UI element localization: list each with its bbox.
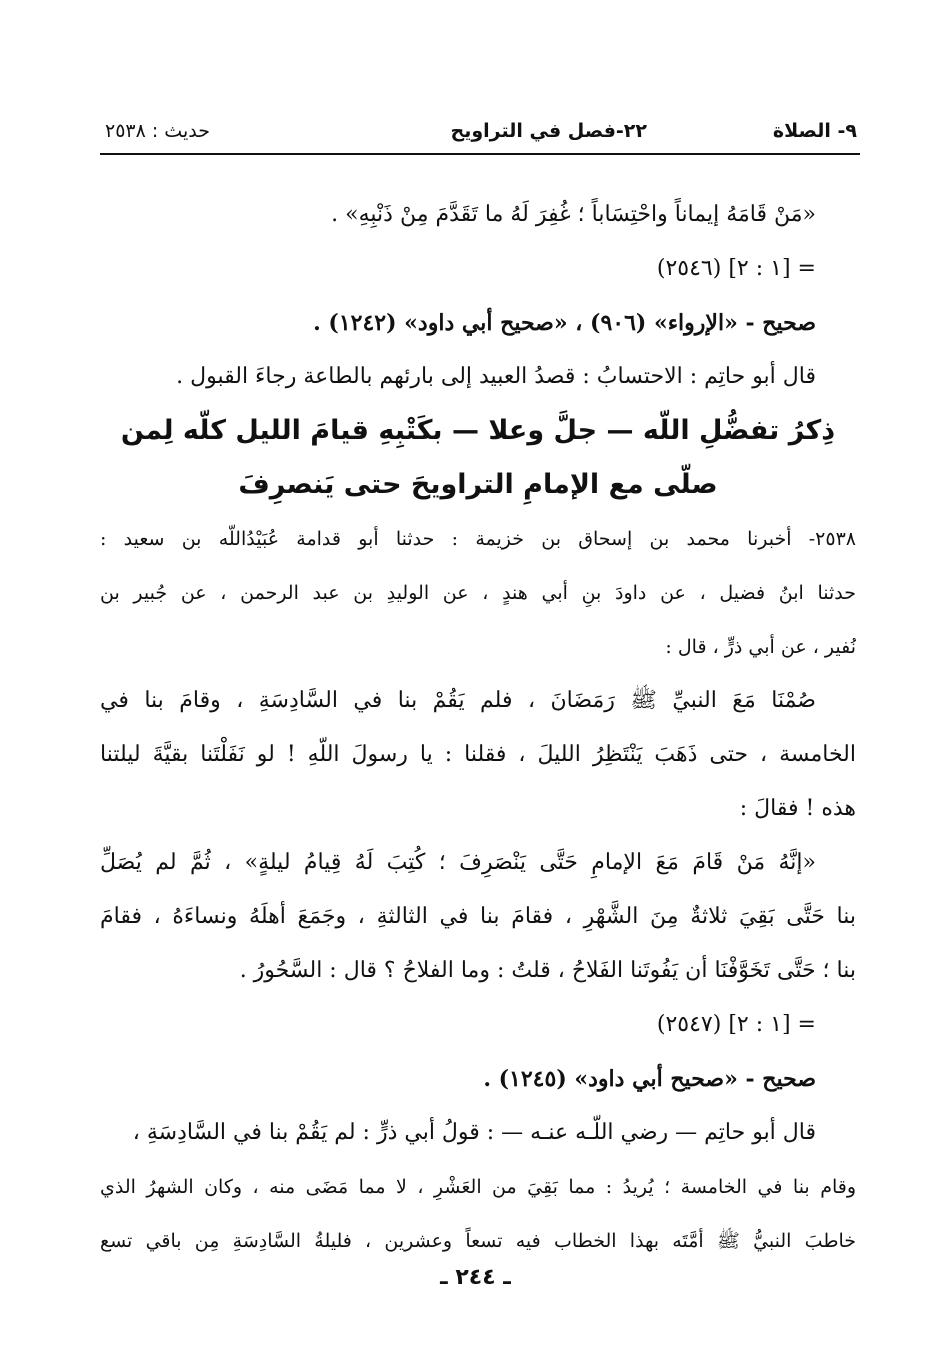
text-line: = [١ : ٢] (٢٥٤٦) <box>656 256 816 281</box>
header-divider <box>100 153 860 155</box>
text-line: حدثنا ابنُ فضيل ، عن داودَ بنِ أبي هندٍ ، عن الوليدِ بن عبد الرحمن ، عن جُبير بن <box>100 582 856 604</box>
text-line: صحيح - «صحيح أبي داود» (١٢٤٥) . <box>483 1066 816 1092</box>
text-line: الخامسة ، حتى ذَهَبَ يَنْتَظِرُ الليلَ ، فقلنا : يا رسولَ اللّهِ ! لو نَفَلْتَنا بقيَّةَ ليلتنا <box>100 742 856 767</box>
text-line: «إنَّهُ مَنْ قَامَ مَعَ الإمامِ حَتَّى يَنْصَرِفَ ؛ كُتِبَ لَهُ قِيامُ ليلةٍ» ، ثُمَّ لم يُصَلِّ <box>100 850 816 875</box>
text-line: «مَنْ قَامَهُ إيماناً واحْتِسَاباً ؛ غُفِرَ لَهُ ما تَقَدَّمَ مِنْ ذَنْبِهِ» . <box>331 202 816 227</box>
text-line: قال أبو حاتِم — رضي اللّـه عنـه — : قولُ أبي ذرٍّ : لم يَقُمْ بنا في السَّادِسَةِ ، <box>132 1120 816 1145</box>
section-heading-line-1: ذِكرُ تفضُّلِ اللّه — جلَّ وعلا — بكَتْبِهِ قيامَ الليل كلّه لِمن <box>120 415 836 446</box>
text-line: = [١ : ٢] (٢٥٤٧) <box>656 1012 816 1037</box>
text-line: قال أبو حاتِم : الاحتسابُ : قصدُ العبيد إلى بارئهم بالطاعة رجاءَ القبول . <box>176 364 816 389</box>
text-line: وقام بنا في الخامسة ؛ يُريدُ : مما بَقِيَ من العَشْرِ ، لا مما مَضَى منه ، وكان الشهرُ الذي <box>100 1176 856 1198</box>
text-line: هذه ! فقالَ : <box>739 796 856 821</box>
text-line: ٢٥٣٨- أخبرنا محمد بن إسحاق بن خزيمة : حدثنا أبو قدامة عُبَيْدُاللّه بن سعيد : <box>100 528 856 550</box>
running-header <box>105 116 857 150</box>
section-heading-line-2: صلّى مع الإمامِ التراويحَ حتى يَنصرِفَ <box>238 469 718 500</box>
text-line: بنا ؛ حَتَّى تَخَوَّفْنَا أن يَفُوتَنا الفَلاحُ ، قلتُ : وما الفلاحُ ؟ قال : السَّحُورُ . <box>239 958 856 983</box>
page-number: ـ ٢٤٤ ـ <box>440 1265 511 1290</box>
header-section: ٢٢-فصل في التراويح <box>450 120 647 142</box>
header-chapter: ٩- الصلاة <box>772 120 857 142</box>
text-line: بنا حَتَّى بَقِيَ ثلاثةٌ مِنَ الشَّهْرِ ، فقامَ بنا في الثالثةِ ، وجَمَعَ أهلَهُ ونساءَهُ ، فقامَ <box>100 904 856 929</box>
text-line: صُمْنَا مَعَ النبيِّ ﷺ رَمَضَانَ ، فلم يَقُمْ بنا في السَّادِسَةِ ، وقامَ بنا في <box>100 688 816 713</box>
text-line: خاطبَ النبيُّ ﷺ أمَّتَه بهذا الخطاب فيه تسعاً وعشرين ، فليلةُ السَّادِسَةِ مِن باقي تسع <box>100 1230 856 1252</box>
text-line: صحيح - «الإرواء» (٩٠٦) ، «صحيح أبي داود» (١٢٤٢) . <box>313 310 816 336</box>
text-line: نُفير ، عن أبي ذرٍّ ، قال : <box>665 636 856 658</box>
header-hadith-number: حديث : ٢٥٣٨ <box>105 120 210 142</box>
page-body <box>100 188 856 1268</box>
